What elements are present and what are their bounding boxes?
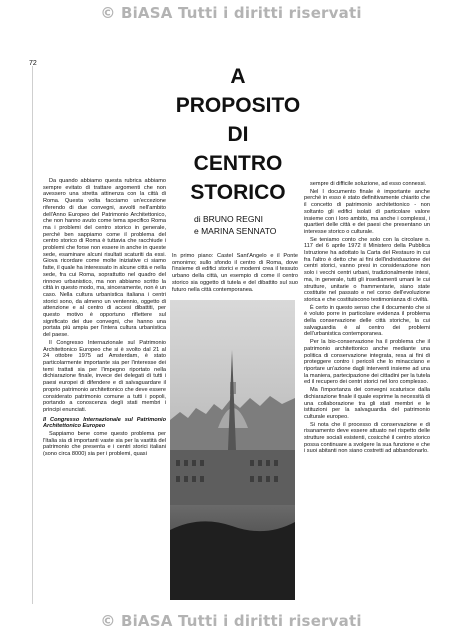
title-line: STORICO: [190, 181, 286, 204]
paragraph: È certo in questo senso che il documento che si è voluto porre in particolare evidenza il problema della conservazione delle città storiche, la cui salvaguardia è al centro dei problemi dell'urbanistica contemporanea.: [304, 304, 430, 338]
title-line: CENTRO: [193, 152, 283, 175]
paragraph: Il Congresso Internazionale sul Patrimonio Architettonico Europeo che si è svolto dal 21 al 24 ottobre 1975 ad Amsterdam, è stato particolarmente importante sia per l'interesse dei temi trattati sia per l'impegno riportato nella dichiarazione finale, invece dei delegati di tutti i paesi europei di difendere e di salvaguardare il proprio patrimonio architettonico che deve essere considerato patrimonio comune a tutti i popoli, portando a conoscenza degli stati membri i principi enunciati.: [43, 339, 166, 413]
photo-caption: In primo piano: Castel Sant'Angelo e il Ponte omonimo; sullo sfondo il centro di Roma, dove l'insieme di edifici storici e moderni crea il tessuto urbano della città, un esempio di come il centro storico sia oggetto di tutela e del dibattito sul suo futuro nella città contemporanea.: [172, 253, 298, 293]
paragraph: Per la bio-conservazione ha il problema che il patrimonio architettonico anche mediante una politica di conservazione integrata, resa ai fini di proteggere contro i pericoli che lo minacciano e riportare un'azione dagli interventi insieme ad una la maniera, partecipazione dei cittadini per la tutela ed il recupero dei centri storici nel loro complesso.: [304, 339, 430, 386]
watermark-bottom: © BiASA Tutti i diritti riservati: [100, 612, 362, 630]
article-title: [170, 62, 306, 207]
paragraph: Nel I documento finale è importante anche perché in esso è stato definitivamente chiarito che il concetto di patrimonio architettonico - non soltanto gli edifici isolati di particolare valore insieme con i loro ambito, ma anche i complessi, i quartieri delle città e dei paesi che presentano un interesse storico o culturale.: [304, 188, 430, 235]
text-column-left: [43, 178, 166, 608]
author-line: di BRUNO REGNI: [194, 214, 263, 224]
author-line: e MARINA SENNATO: [194, 226, 277, 236]
page-number: 72: [29, 60, 37, 67]
title-line: PROPOSITO: [175, 94, 301, 117]
cityscape-photo: [170, 300, 295, 600]
title-line: DI: [227, 123, 249, 146]
paragraph: Da quando abbiamo questa rubrica abbiamo sempre evitato di trattare argomenti che non avessero una stretta attinenza con la città di Roma. Questa volta facciamo un'eccezione riferendo di due convegni, avvolti nell'ambito dell'Anno Europeo del Patrimonio Architettonico, che non hanno avuto come tema specifico Roma ma i problemi del centro storico in generale, perché ben sappiamo come il problema del centro storico di Roma è tuttavia che racchiude i problemi che forse non essere in anche in queste sede, esaminare alcuni risultati scaturiti da essi. Giova ricordare come molte iniziative ci siamo fatte, il quale ha interessato in alcune città e nella sede, fra cui Roma, soprattutto nel quadro del rinnovo urbanistico, ma non abbiamo scritto la città in questo modo, ma, sinceramente, non è un caso. Nella cultura urbanistica italiana i centri storici sono, da almeno un ventennio, oggetto di attenzione e al centro di accesi dibattiti, per questo motivo è opportuno riflettere sul significato dei due convegni, che hanno una portata più ampia per l'intera cultura urbanistica del paese.: [43, 178, 166, 339]
text-column-right: [304, 181, 430, 607]
paragraph: Ma l'importanza dei convegni scaturisce dalla dichiarazione finale il quale esprime la necessità di una collaborazione tra gli stati membri e le istituzioni per la salvaguardia del patrimonio culturale europeo.: [304, 387, 430, 420]
article-authors: [194, 213, 314, 237]
paragraph: Sappiamo bene come questo problema per l'Italia sia di importanti vaste sia per la vastità del patrimonio che presenta e i centri storici italiani (sono circa 8000) sia per i problemi, quasi: [43, 431, 166, 458]
title-line: A: [230, 65, 246, 88]
paragraph: Si nota che il processo di conservazione e di risanamento deve essere attuato nel rispetto delle strutture sociali esistenti, cosicché il centro storico possa continuare a svolgere la sua funzione e che i suoi abitanti non siano costretti ad abbandonarlo.: [304, 421, 430, 455]
paragraph: sempre di difficile soluzione, ad esso connessi.: [310, 181, 427, 187]
watermark-top: © BiASA Tutti i diritti riservati: [100, 4, 362, 22]
section-subhead: Il Congresso Internazionale sul Patrimonio Architettonico Europeo: [43, 416, 166, 430]
paragraph: Se teniamo conto che solo con la circolare n. 117 del 6 aprile 1972 il Ministero della Pubblica Istruzione ha adottato la Carta del Restauro in cui fra l'altro è detto che ai fini dell'individuazione dei centri storici, vanno presi in considerazione non solo i vecchi centri urbani, tradizionalmente intesi, ma, in generale, tutti gli insediamenti umani le cui strutture, unitarie o frammentarie, siano state costituite nel passato e nel corso dell'evoluzione storica e che costituiscono testimonianza di civiltà.: [304, 236, 430, 303]
